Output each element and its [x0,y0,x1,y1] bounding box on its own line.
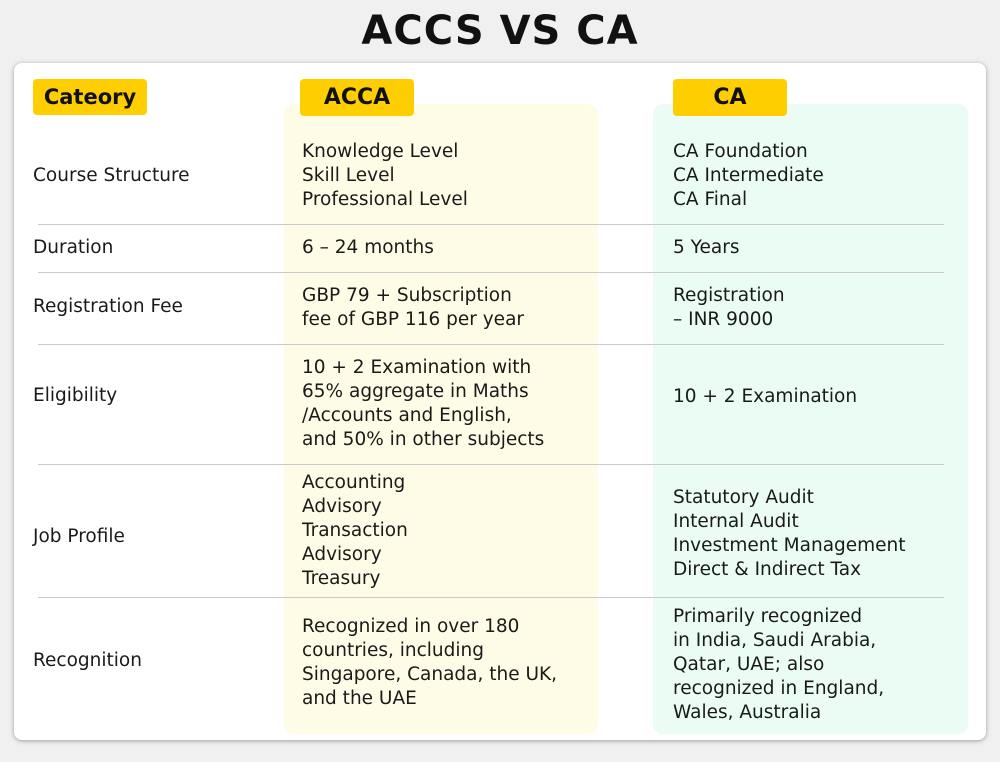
page-title: ACCS VS CA [361,8,639,54]
acca-recognition [302,615,592,711]
header-category: Cateory [33,79,147,115]
cell-line: CA Intermediate [673,165,824,186]
cell-line: CA Final [673,189,748,210]
row-divider [38,224,944,225]
ca-registration-fee [673,284,963,332]
cell-line: Treasury [302,568,381,589]
row-label-course-structure: Course Structure [33,165,190,186]
cell-line: Singapore, Canada, the UK, [302,664,558,685]
cell-line: 65% aggregate in Maths [302,381,529,402]
cell-line: and the UAE [302,688,417,709]
cell-line: GBP 79 + Subscription [302,285,512,306]
cell-line: Wales, Australia [673,702,822,723]
cell-line: /Accounts and English, [302,405,512,426]
cell-line: CA Foundation [673,141,808,162]
cell-line: 6 – 24 months [302,237,434,258]
cell-line: Knowledge Level [302,141,459,162]
row-divider [38,272,944,273]
acca-course-structure [302,140,592,212]
cell-line: – INR 9000 [673,309,774,330]
cell-line: Accounting [302,472,406,493]
cell-line: Skill Level [302,165,395,186]
acca-job-profile [302,471,592,591]
cell-line: Primarily recognized [673,606,863,627]
cell-line: Investment Management [673,535,906,556]
row-divider [38,344,944,345]
row-divider [38,464,944,465]
ca-duration [673,236,963,260]
row-label-recognition: Recognition [33,650,142,671]
header-acca: ACCA [300,79,414,116]
cell-line: fee of GBP 116 per year [302,309,525,330]
row-label-registration-fee: Registration Fee [33,296,183,317]
cell-line: Recognized in over 180 [302,616,520,637]
acca-duration [302,236,592,260]
acca-registration-fee [302,284,592,332]
cell-line: 10 + 2 Examination with [302,357,532,378]
cell-line: 5 Years [673,237,740,258]
cell-line: Qatar, UAE; also [673,654,825,675]
row-label-job-profile: Job Profile [33,526,125,547]
cell-line: Internal Audit [673,511,799,532]
row-label-duration: Duration [33,237,114,258]
ca-course-structure [673,140,963,212]
row-divider [38,597,944,598]
acca-eligibility [302,356,592,452]
cell-line: Transaction [302,520,408,541]
ca-job-profile [673,486,963,582]
cell-line: Advisory [302,544,382,565]
cell-line: recognized in England, [673,678,885,699]
cell-line: Registration [673,285,785,306]
cell-line: Statutory Audit [673,487,814,508]
ca-eligibility [673,385,963,409]
header-ca: CA [673,79,787,116]
cell-line: Direct & Indirect Tax [673,559,862,580]
cell-line: Advisory [302,496,382,517]
cell-line: and 50% in other subjects [302,429,545,450]
ca-recognition [673,605,963,725]
cell-line: countries, including [302,640,484,661]
cell-line: in India, Saudi Arabia, [673,630,877,651]
cell-line: Professional Level [302,189,468,210]
row-label-eligibility: Eligibility [33,385,118,406]
cell-line: 10 + 2 Examination [673,386,858,407]
